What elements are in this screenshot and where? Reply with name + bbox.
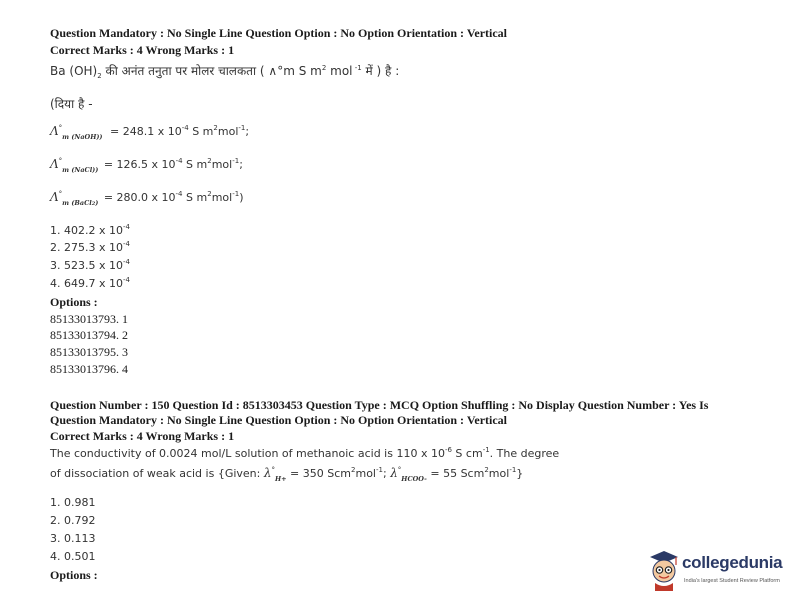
q2-option-1: 1. 0.981 bbox=[50, 496, 96, 509]
q1-options-label: Options : bbox=[50, 295, 98, 309]
q1-given-bacl2: $\Lambda^\circ_{m (BaCl2)} = 280.0$ x $10^{-4}$ S $m^2mol^{-1}$) bbox=[50, 190, 244, 207]
q1-option-id-2: 85133013794. 2 bbox=[50, 328, 128, 342]
q2-meta-line1: Question Mandatory : No Single Line Question Option : No Option Orientation : Vertical bbox=[50, 413, 508, 427]
q1-given-nacl: $\Lambda^\circ_{m (NaCl))} = 126.5$ x $10^{-4}$ S $m^2mol^{-1}$; bbox=[50, 157, 243, 174]
q2-option-3: 3. 0.113 bbox=[50, 532, 96, 545]
q1-given-naoh: $\Lambda^\circ_{m (NaOH))} = 248.1$ x $10^{-4}$ S $m^2mol^{-1}$; bbox=[50, 124, 250, 141]
q2-option-2: 2. 0.792 bbox=[50, 514, 96, 527]
logo-tagline: India's largest Student Review Platform bbox=[684, 578, 780, 584]
q1-option-3: 3. 523.5 x $10^{-4}$ bbox=[50, 258, 130, 272]
q1-option-2: 2. 275.3 x $10^{-4}$ bbox=[50, 240, 130, 254]
q2-options-label: Options : bbox=[50, 568, 98, 582]
q2-question-line2: of dissociation of weak acid is {Given: $\lambda^\circ_{H+} = 350$ Scm$^2$mol$^{-1}$; $\lambda^\circ_{HCOO-} = 55$ Scm$^2$mol$^{-1}$} bbox=[50, 466, 524, 483]
q1-option-1: 1. 402.2 x $10^{-4}$ bbox=[50, 223, 130, 237]
q2-option-4: 4. 0.501 bbox=[50, 550, 96, 563]
collegedunia-logo bbox=[646, 547, 786, 597]
q1-given-label: (दिया है - bbox=[50, 97, 93, 111]
logo-wordmark: collegedunia bbox=[682, 553, 783, 572]
q1-option-id-4: 85133013796. 4 bbox=[50, 362, 128, 376]
q2-meta-line0: Question Number : 150 Question Id : 8513303453 Question Type : MCQ Option Shuffling : No Display Question Number : Yes Is bbox=[50, 398, 709, 412]
q1-option-id-3: 85133013795. 3 bbox=[50, 345, 128, 359]
q1-question-text: Ba $(OH)_2$ की अनंत तनुता पर मोलर चालकता ( ∧°m S $m^2$ mol $^{-1}$ में ) है : bbox=[50, 64, 400, 80]
graduate-mascot-icon bbox=[646, 547, 682, 591]
q1-option-4: 4. 649.7 x $10^{-4}$ bbox=[50, 276, 130, 290]
q2-question-line1: The conductivity of 0.0024 mol/L solution of methanoic acid is 110 x $10^{-6}$ S $cm^{-1}$. The degree bbox=[50, 446, 560, 460]
q2-meta-line2: Correct Marks : 4 Wrong Marks : 1 bbox=[50, 429, 235, 443]
q1-meta-line2: Correct Marks : 4 Wrong Marks : 1 bbox=[50, 43, 235, 57]
q1-meta-line1: Question Mandatory : No Single Line Question Option : No Option Orientation : Vertical bbox=[50, 26, 508, 40]
q1-option-id-1: 85133013793. 1 bbox=[50, 312, 128, 326]
